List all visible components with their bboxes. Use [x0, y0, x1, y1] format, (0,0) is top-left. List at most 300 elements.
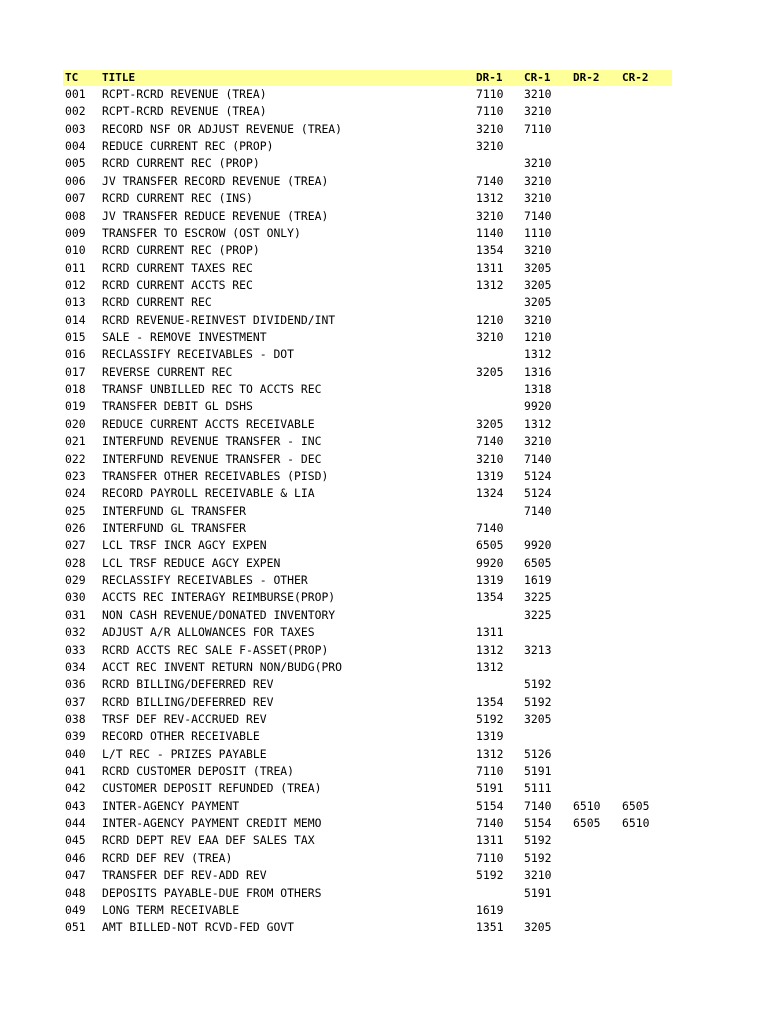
dr2-cell [573, 208, 622, 225]
dr2-cell [573, 763, 622, 780]
dr2-cell [573, 121, 622, 138]
dr2-cell [573, 260, 622, 277]
cr2-cell [622, 659, 672, 676]
cr1-cell: 1619 [524, 573, 552, 588]
title-cell: DEPOSITS PAYABLE-DUE FROM OTHERS [102, 885, 322, 900]
dr2-cell: 6510 [573, 798, 601, 813]
cr1-cell: 1318 [524, 382, 552, 397]
dr1-cell: 1319 [476, 729, 504, 744]
cr2-cell [622, 607, 672, 624]
table-row [63, 398, 672, 415]
title-cell: RCRD ACCTS REC SALE F-ASSET(PROP) [102, 642, 329, 657]
dr2-cell [573, 746, 622, 763]
table-row [63, 694, 672, 711]
cr2-cell [622, 208, 672, 225]
title-cell: TRANSF UNBILLED REC TO ACCTS REC [102, 382, 322, 397]
cr1-cell: 1316 [524, 364, 552, 379]
dr2-cell [573, 381, 622, 398]
cr2-cell [622, 277, 672, 294]
title-cell: LONG TERM RECEIVABLE [102, 902, 240, 917]
table-row [63, 242, 672, 259]
table-row [63, 728, 672, 745]
tc-cell: 047 [65, 868, 86, 883]
dr2-cell [573, 607, 622, 624]
dr1-cell: 1354 [476, 694, 504, 709]
title-cell: REVERSE CURRENT REC [102, 364, 233, 379]
table-row [63, 850, 672, 867]
cr2-cell [622, 86, 672, 103]
tc-cell: 026 [65, 520, 86, 535]
cr1-cell [524, 138, 573, 155]
tc-cell: 028 [65, 555, 86, 570]
cr1-cell: 7140 [524, 798, 552, 813]
dr2-cell [573, 885, 622, 902]
dr2-cell [573, 780, 622, 797]
title-cell: RCRD CURRENT REC (PROP) [102, 156, 260, 171]
dr2-cell [573, 190, 622, 207]
tc-cell: 023 [65, 468, 86, 483]
dr1-cell: 5192 [476, 868, 504, 883]
cr1-cell [524, 902, 573, 919]
tc-cell: 033 [65, 642, 86, 657]
dr2-cell [573, 468, 622, 485]
cr1-cell: 5191 [524, 885, 552, 900]
cr2-cell: 6505 [622, 798, 650, 813]
table-row [63, 589, 672, 606]
table-row [63, 468, 672, 485]
table-row [63, 260, 672, 277]
cr2-cell [622, 121, 672, 138]
dr2-cell [573, 589, 622, 606]
cr1-cell: 3225 [524, 607, 552, 622]
cr2-cell [622, 885, 672, 902]
dr2-cell [573, 711, 622, 728]
title-cell: REDUCE CURRENT REC (PROP) [102, 139, 274, 154]
dr2-cell [573, 832, 622, 849]
dr1-cell [476, 381, 524, 398]
cr1-cell [524, 728, 573, 745]
cr1-cell: 7140 [524, 208, 552, 223]
header-dr1: DR-1 [476, 71, 503, 84]
cr2-cell [622, 537, 672, 554]
table-row [63, 86, 672, 103]
dr2-cell [573, 155, 622, 172]
cr1-cell: 3210 [524, 87, 552, 101]
tc-cell: 022 [65, 451, 86, 466]
table-row [63, 659, 672, 676]
title-cell: TRANSFER TO ESCROW (OST ONLY) [102, 225, 301, 240]
tc-cell: 006 [65, 173, 86, 188]
cr1-cell [524, 659, 573, 676]
dr2-cell [573, 173, 622, 190]
tc-cell: 025 [65, 503, 86, 518]
tc-cell: 031 [65, 607, 86, 622]
table-row [63, 121, 672, 138]
title-cell: RCRD DEPT REV EAA DEF SALES TAX [102, 833, 315, 848]
table-row [63, 312, 672, 329]
dr1-cell [476, 294, 524, 311]
tc-cell: 001 [65, 87, 86, 101]
cr2-cell [622, 190, 672, 207]
title-cell: RCRD REVENUE-REINVEST DIVIDEND/INT [102, 312, 336, 327]
cr2-cell [622, 155, 672, 172]
table-row [63, 346, 672, 363]
cr1-cell: 3210 [524, 104, 552, 119]
cr1-cell: 5192 [524, 694, 552, 709]
dr1-cell: 5192 [476, 711, 504, 726]
title-cell: INTER-AGENCY PAYMENT [102, 798, 240, 813]
cr1-cell: 7140 [524, 503, 552, 518]
dr1-cell: 1354 [476, 590, 504, 605]
dr2-cell [573, 485, 622, 502]
dr2-cell [573, 103, 622, 120]
tc-cell: 021 [65, 434, 86, 449]
cr2-cell [622, 850, 672, 867]
tc-cell: 010 [65, 243, 86, 258]
title-cell: LCL TRSF REDUCE AGCY EXPEN [102, 555, 281, 570]
dr1-cell [476, 346, 524, 363]
title-cell: INTERFUND GL TRANSFER [102, 503, 247, 518]
table-row [63, 537, 672, 554]
cr2-cell [622, 416, 672, 433]
tc-cell: 037 [65, 694, 86, 709]
dr1-cell: 1312 [476, 642, 504, 657]
tc-cell: 030 [65, 590, 86, 605]
cr2-cell [622, 173, 672, 190]
table-row [63, 763, 672, 780]
cr2-cell [622, 642, 672, 659]
cr2-cell [622, 225, 672, 242]
tc-cell: 043 [65, 798, 86, 813]
cr1-cell: 1312 [524, 416, 552, 431]
tc-cell: 012 [65, 277, 86, 292]
title-cell: RCRD CURRENT TAXES REC [102, 260, 253, 275]
dr1-cell: 7140 [476, 520, 504, 535]
cr1-cell: 9920 [524, 399, 552, 414]
dr2-cell [573, 294, 622, 311]
cr1-cell [524, 624, 573, 641]
header-title: TITLE [102, 71, 136, 84]
title-cell: REDUCE CURRENT ACCTS RECEIVABLE [102, 416, 315, 431]
table-row [63, 815, 672, 832]
cr1-cell: 5124 [524, 486, 552, 501]
title-cell: RCRD CURRENT REC [102, 295, 212, 310]
table-row [63, 902, 672, 919]
table-row [63, 433, 672, 450]
dr1-cell: 1312 [476, 191, 504, 206]
title-cell: RCRD CURRENT REC (INS) [102, 191, 253, 206]
cr1-cell: 6505 [524, 555, 552, 570]
table-row [63, 190, 672, 207]
dr1-cell: 1619 [476, 902, 504, 917]
tc-cell: 020 [65, 416, 86, 431]
title-cell: CUSTOMER DEPOSIT REFUNDED (TREA) [102, 781, 322, 796]
cr1-cell: 5124 [524, 468, 552, 483]
dr1-cell: 1312 [476, 659, 504, 674]
tc-cell: 011 [65, 260, 86, 275]
cr2-cell [622, 555, 672, 572]
tc-cell: 008 [65, 208, 86, 223]
cr1-cell: 5192 [524, 833, 552, 848]
table-row [63, 885, 672, 902]
dr2-cell [573, 451, 622, 468]
title-cell: RECORD NSF OR ADJUST REVENUE (TREA) [102, 121, 343, 136]
title-cell: RCRD BILLING/DEFERRED REV [102, 694, 274, 709]
header-tc: TC [65, 71, 79, 84]
cr2-cell [622, 780, 672, 797]
title-cell: INTERFUND REVENUE TRANSFER - INC [102, 434, 322, 449]
tc-cell: 004 [65, 139, 86, 154]
dr2-cell: 6505 [573, 816, 601, 831]
dr1-cell: 1311 [476, 625, 504, 640]
cr2-cell [622, 624, 672, 641]
cr2-cell [622, 329, 672, 346]
cr1-cell [524, 520, 573, 537]
cr1-cell: 9920 [524, 538, 552, 553]
tc-cell: 018 [65, 382, 86, 397]
cr2-cell [622, 572, 672, 589]
cr1-cell: 3205 [524, 260, 552, 275]
cr2-cell [622, 451, 672, 468]
table-row [63, 780, 672, 797]
tc-cell: 038 [65, 711, 86, 726]
tc-cell: 049 [65, 902, 86, 917]
title-cell: RCPT-RCRD REVENUE (TREA) [102, 104, 267, 119]
tc-cell: 042 [65, 781, 86, 796]
dr2-cell [573, 225, 622, 242]
tc-cell: 015 [65, 330, 86, 345]
table-row [63, 138, 672, 155]
table-row [63, 451, 672, 468]
transaction-code-table [63, 70, 672, 937]
table-row [63, 676, 672, 693]
cr2-cell [622, 242, 672, 259]
table-row [63, 607, 672, 624]
tc-cell: 019 [65, 399, 86, 414]
tc-cell: 036 [65, 677, 86, 692]
dr1-cell: 1311 [476, 833, 504, 848]
title-cell: NON CASH REVENUE/DONATED INVENTORY [102, 607, 336, 622]
tc-cell: 044 [65, 816, 86, 831]
table-row [63, 329, 672, 346]
dr1-cell: 1354 [476, 243, 504, 258]
title-cell: RCRD CURRENT ACCTS REC [102, 277, 253, 292]
cr1-cell: 7110 [524, 121, 552, 136]
table-row [63, 103, 672, 120]
dr2-cell [573, 676, 622, 693]
tc-cell: 045 [65, 833, 86, 848]
title-cell: INTERFUND GL TRANSFER [102, 520, 247, 535]
cr2-cell [622, 728, 672, 745]
dr2-cell [573, 503, 622, 520]
title-cell: INTERFUND REVENUE TRANSFER - DEC [102, 451, 322, 466]
dr1-cell: 3210 [476, 121, 504, 136]
dr1-cell: 7140 [476, 434, 504, 449]
title-cell: RCRD CURRENT REC (PROP) [102, 243, 260, 258]
dr2-cell [573, 728, 622, 745]
table-row [63, 572, 672, 589]
cr2-cell [622, 763, 672, 780]
title-cell: INTER-AGENCY PAYMENT CREDIT MEMO [102, 816, 322, 831]
title-cell: JV TRANSFER REDUCE REVENUE (TREA) [102, 208, 329, 223]
dr1-cell: 3205 [476, 416, 504, 431]
tc-cell: 024 [65, 486, 86, 501]
dr1-cell: 1319 [476, 468, 504, 483]
tc-cell: 007 [65, 191, 86, 206]
tc-cell: 017 [65, 364, 86, 379]
dr1-cell: 3210 [476, 451, 504, 466]
table-row [63, 867, 672, 884]
cr1-cell: 3205 [524, 277, 552, 292]
title-cell: RECORD PAYROLL RECEIVABLE & LIA [102, 486, 315, 501]
table-row [63, 919, 672, 936]
dr2-cell [573, 398, 622, 415]
cr2-cell [622, 485, 672, 502]
dr1-cell [476, 155, 524, 172]
dr1-cell: 7110 [476, 87, 504, 101]
cr2-cell [622, 589, 672, 606]
title-cell: TRANSFER DEF REV-ADD REV [102, 868, 267, 883]
dr2-cell [573, 364, 622, 381]
dr1-cell: 7110 [476, 764, 504, 779]
dr2-cell [573, 242, 622, 259]
cr2-cell [622, 746, 672, 763]
table-row [63, 832, 672, 849]
cr2-cell [622, 711, 672, 728]
title-cell: TRANSFER DEBIT GL DSHS [102, 399, 253, 414]
dr1-cell: 3210 [476, 330, 504, 345]
table-row [63, 294, 672, 311]
tc-cell: 040 [65, 746, 86, 761]
dr1-cell: 1312 [476, 746, 504, 761]
cr1-cell: 3205 [524, 711, 552, 726]
title-cell: RCRD DEF REV (TREA) [102, 850, 233, 865]
header-row [63, 70, 672, 86]
dr2-cell [573, 659, 622, 676]
cr1-cell: 1210 [524, 330, 552, 345]
title-cell: RCRD BILLING/DEFERRED REV [102, 677, 274, 692]
title-cell: RECLASSIFY RECEIVABLES - DOT [102, 347, 295, 362]
tc-cell: 014 [65, 312, 86, 327]
cr1-cell: 3210 [524, 868, 552, 883]
dr1-cell: 5191 [476, 781, 504, 796]
dr2-cell [573, 642, 622, 659]
dr1-cell: 1140 [476, 225, 504, 240]
cr1-cell: 3225 [524, 590, 552, 605]
title-cell: RECLASSIFY RECEIVABLES - OTHER [102, 573, 308, 588]
title-cell: LCL TRSF INCR AGCY EXPEN [102, 538, 267, 553]
dr1-cell: 3210 [476, 139, 504, 154]
dr2-cell [573, 520, 622, 537]
dr1-cell: 3205 [476, 364, 504, 379]
table-row [63, 555, 672, 572]
table-body [63, 86, 672, 937]
tc-cell: 034 [65, 659, 86, 674]
cr2-cell [622, 103, 672, 120]
dr1-cell: 7140 [476, 816, 504, 831]
dr1-cell: 1312 [476, 277, 504, 292]
tc-cell: 002 [65, 104, 86, 119]
dr2-cell [573, 277, 622, 294]
tc-cell: 005 [65, 156, 86, 171]
table-row [63, 208, 672, 225]
title-cell: L/T REC - PRIZES PAYABLE [102, 746, 267, 761]
dr2-cell [573, 416, 622, 433]
cr2-cell [622, 260, 672, 277]
title-cell: RECORD OTHER RECEIVABLE [102, 729, 260, 744]
tc-cell: 029 [65, 573, 86, 588]
tc-cell: 013 [65, 295, 86, 310]
dr2-cell [573, 537, 622, 554]
title-cell: RCPT-RCRD REVENUE (TREA) [102, 87, 267, 101]
dr1-cell: 1351 [476, 920, 504, 935]
dr1-cell [476, 398, 524, 415]
cr1-cell: 3205 [524, 295, 552, 310]
cr1-cell: 5126 [524, 746, 552, 761]
cr1-cell: 3213 [524, 642, 552, 657]
dr2-cell [573, 694, 622, 711]
table-row [63, 485, 672, 502]
cr2-cell [622, 902, 672, 919]
cr2-cell: 6510 [622, 816, 650, 831]
dr1-cell: 7140 [476, 173, 504, 188]
table-row [63, 381, 672, 398]
cr2-cell [622, 294, 672, 311]
cr1-cell: 3210 [524, 243, 552, 258]
cr2-cell [622, 867, 672, 884]
cr1-cell: 3210 [524, 173, 552, 188]
title-cell: RCRD CUSTOMER DEPOSIT (TREA) [102, 764, 295, 779]
dr1-cell: 7110 [476, 850, 504, 865]
dr2-cell [573, 433, 622, 450]
table-row [63, 416, 672, 433]
title-cell: ACCT REC INVENT RETURN NON/BUDG(PRO [102, 659, 343, 674]
cr2-cell [622, 312, 672, 329]
dr2-cell [573, 902, 622, 919]
cr2-cell [622, 468, 672, 485]
dr1-cell: 1311 [476, 260, 504, 275]
cr1-cell: 5191 [524, 764, 552, 779]
cr2-cell [622, 138, 672, 155]
table-row [63, 364, 672, 381]
cr1-cell: 5154 [524, 816, 552, 831]
title-cell: TRANSFER OTHER RECEIVABLES (PISD) [102, 468, 329, 483]
dr1-cell [476, 607, 524, 624]
dr1-cell: 1319 [476, 573, 504, 588]
cr2-cell [622, 398, 672, 415]
dr2-cell [573, 867, 622, 884]
cr1-cell: 3210 [524, 156, 552, 171]
tc-cell: 027 [65, 538, 86, 553]
dr1-cell [476, 885, 524, 902]
cr2-cell [622, 433, 672, 450]
table-row [63, 503, 672, 520]
dr1-cell: 1210 [476, 312, 504, 327]
title-cell: ACCTS REC INTERAGY REIMBURSE(PROP) [102, 590, 336, 605]
header-dr2: DR-2 [573, 71, 600, 84]
dr2-cell [573, 346, 622, 363]
cr2-cell [622, 381, 672, 398]
dr2-cell [573, 312, 622, 329]
title-cell: SALE - REMOVE INVESTMENT [102, 330, 267, 345]
dr1-cell [476, 676, 524, 693]
tc-cell: 041 [65, 764, 86, 779]
dr2-cell [573, 919, 622, 936]
dr2-cell [573, 555, 622, 572]
dr2-cell [573, 329, 622, 346]
dr1-cell: 9920 [476, 555, 504, 570]
table-row [63, 798, 672, 815]
